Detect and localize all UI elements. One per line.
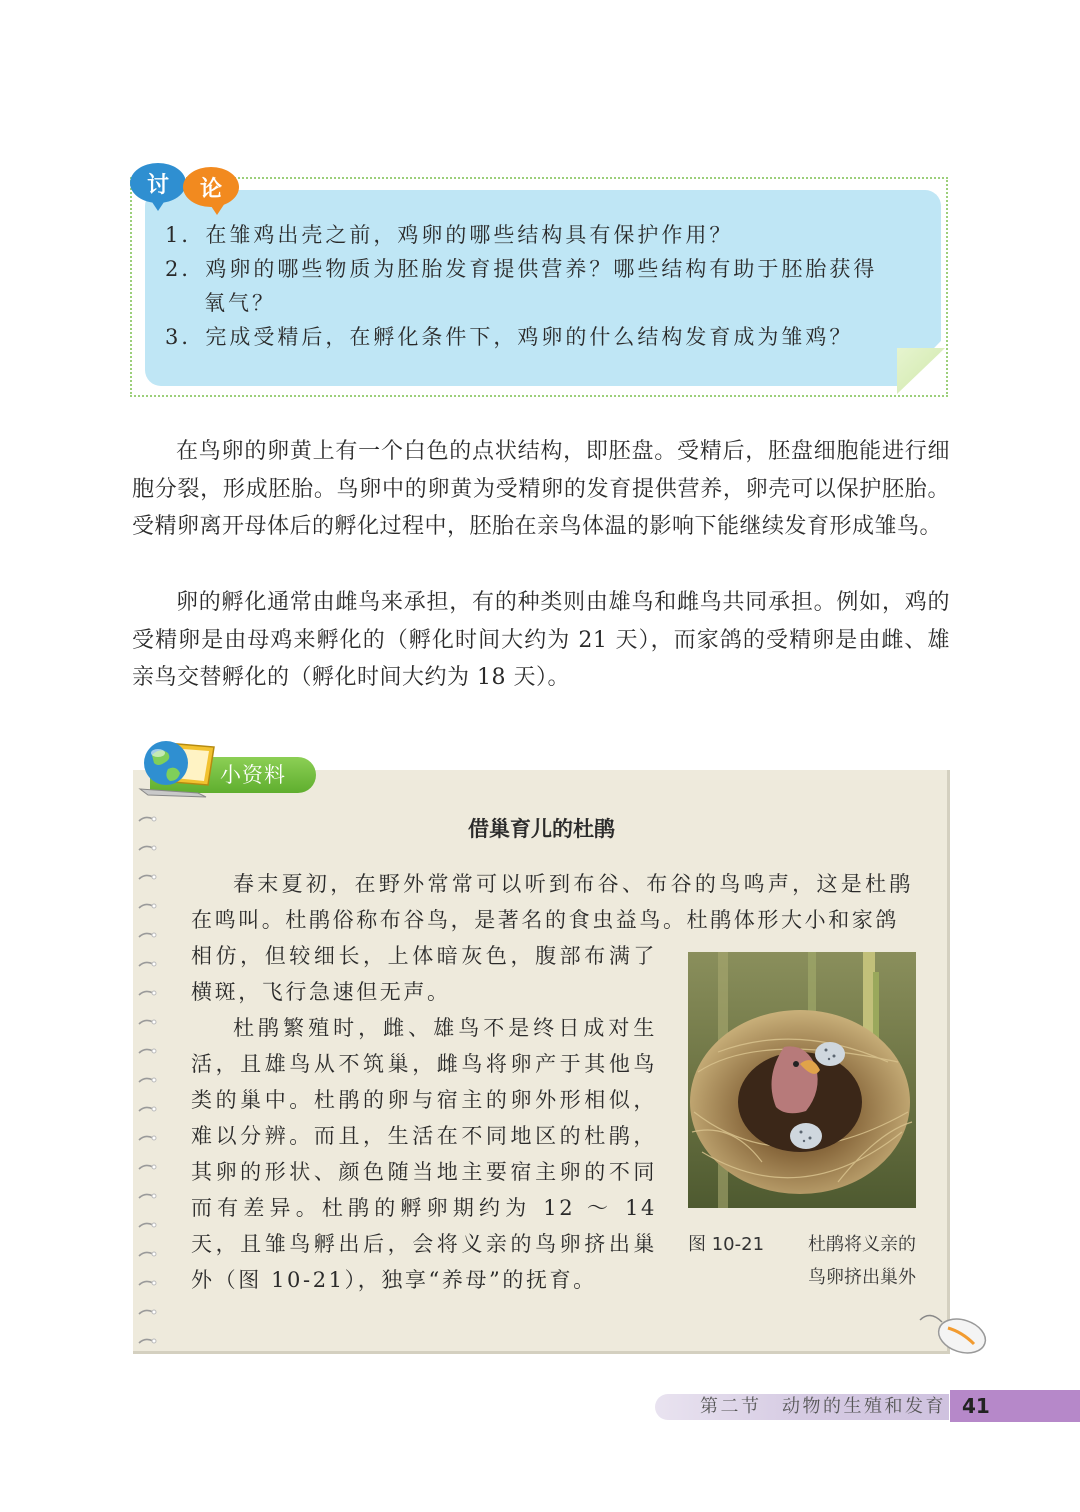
spiral-ring-icon — [138, 1192, 158, 1200]
figure-number: 图 10-21 — [688, 1234, 765, 1255]
spiral-ring-icon — [138, 1163, 158, 1171]
computer-mouse-icon — [918, 1310, 988, 1356]
figure-caption — [688, 1228, 916, 1294]
info-paragraph-1: 春末夏初，在野外常常可以听到布谷、布谷的鸟鸣声，这是杜鹃在鸣叫。杜鹃俗称布谷鸟，是著名的食虫益鸟。杜鹃体形大小和家鸽 — [191, 872, 913, 932]
body-paragraph-2: 卵的孵化通常由雌鸟来承担，有的种类则由雄鸟和雌鸟共同承担。例如，鸡的受精卵是由母鸡来孵化的（孵化时间大约为 21 天），而家鸽的受精卵是由雌、雄亲鸟交替孵化的（孵化时间大约为 18 天）。 — [132, 590, 950, 690]
spiral-ring-icon — [138, 989, 158, 997]
spiral-ring-icon — [138, 1279, 158, 1287]
caption-line-1: 杜鹃将义亲的 — [808, 1234, 916, 1255]
discussion-question-1: 1．在雏鸡出壳之前，鸡卵的哪些结构具有保护作用？ — [165, 223, 734, 247]
discussion-label-2: 论 — [199, 176, 222, 202]
info-paragraph-1-cont: 相仿，但较细长，上体暗灰色，腹部布满了横斑，飞行急速但无声。 — [191, 944, 657, 1004]
spiral-ring-icon — [138, 1105, 158, 1113]
discussion-question-3: 3．完成受精后，在孵化条件下，鸡卵的什么结构发育成为雏鸡？ — [165, 325, 854, 349]
spiral-ring-icon — [138, 960, 158, 968]
spiral-ring-icon — [138, 1308, 158, 1316]
spiral-ring-icon — [138, 1134, 158, 1142]
spiral-ring-icon — [138, 1047, 158, 1055]
spiral-ring-icon — [138, 1250, 158, 1258]
spiral-ring-icon — [138, 1076, 158, 1084]
discussion-question-2-cont: 氧气？ — [204, 291, 276, 315]
spiral-ring-icon — [138, 873, 158, 881]
cuckoo-nest-photo — [688, 952, 916, 1208]
body-paragraph-1: 在鸟卵的卵黄上有一个白色的点状结构，即胚盘。受精后，胚盘细胞能进行细胞分裂，形成胚胎。鸟卵中的卵黄为受精卵的发育提供营养，卵壳可以保护胚胎。受精卵离开母体后的孵化过程中，胚胎在亲鸟体温的影响下能继续发育形成雏鸟。 — [132, 439, 950, 539]
discussion-question-2: 2．鸡卵的哪些物质为胚胎发育提供营养？哪些结构有助于胚胎获得 — [165, 257, 878, 281]
speech-bubble-icon — [130, 163, 186, 203]
discussion-label-1: 讨 — [146, 172, 169, 198]
caption-line-2: 鸟卵挤出巢外 — [808, 1267, 916, 1288]
globe-laptop-icon — [136, 733, 216, 799]
spiral-ring-icon — [138, 931, 158, 939]
info-tab-label: 小资料 — [220, 763, 286, 787]
spiral-ring-icon — [138, 1337, 158, 1345]
spiral-ring-icon — [138, 1018, 158, 1026]
info-paragraph-2: 杜鹃繁殖时，雌、雄鸟不是终日成对生活，且雄鸟从不筑巢，雌鸟将卵产于其他鸟类的巢中。杜鹃的卵与宿主的卵外形相似，难以分辨。而且，生活在不同地区的杜鹃，其卵的形状、颜色随当地主要宿主卵的不同而有差异。杜鹃的孵卵期约为 12 ～ 14 天，且雏鸟孵出后，会将义亲的鸟卵挤出巢外（图 10-21），独享“养母”的抚育。 — [191, 1016, 657, 1292]
info-title: 借巢育儿的杜鹃 — [468, 817, 615, 841]
footer-section-title: 第二节 动物的生殖和发育 — [700, 1396, 946, 1417]
page-number: 41 — [962, 1394, 990, 1418]
spiral-ring-icon — [138, 1221, 158, 1229]
spiral-ring-icon — [138, 902, 158, 910]
speech-bubble-icon — [183, 167, 239, 207]
